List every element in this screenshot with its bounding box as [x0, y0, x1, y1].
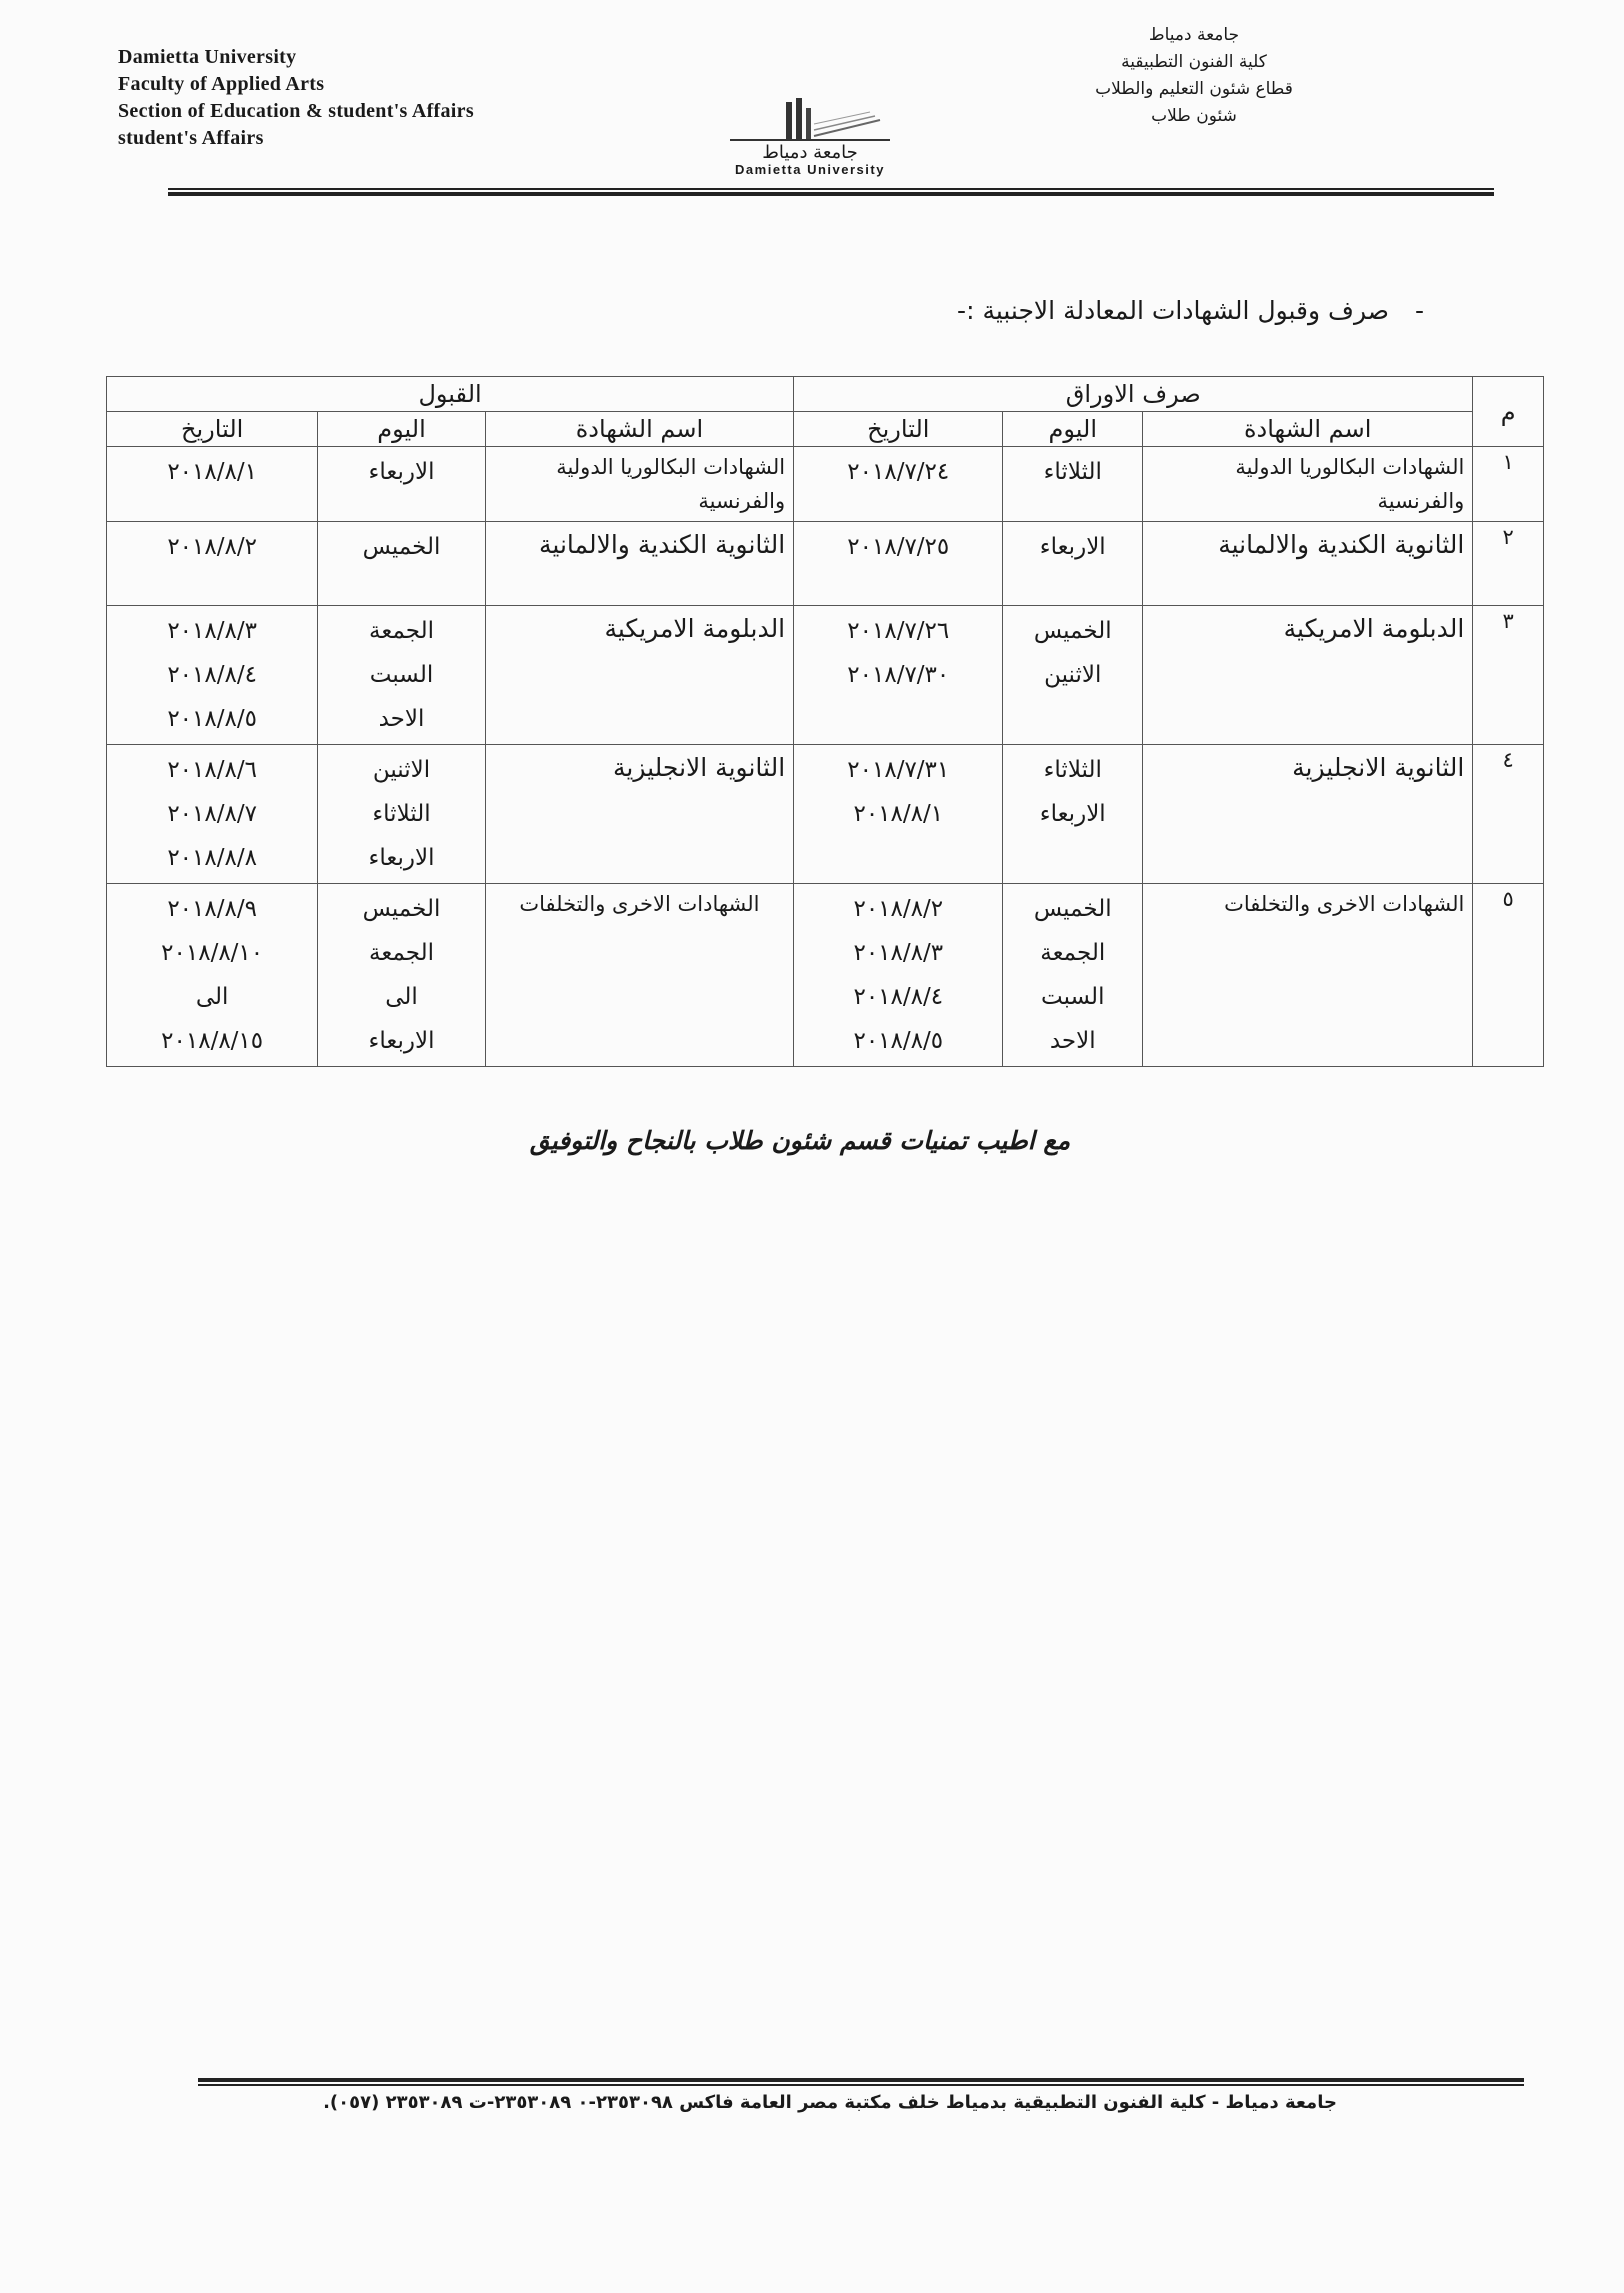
- row-num: ٣: [1473, 606, 1544, 745]
- dispense-date-cell: [794, 884, 1003, 1067]
- dispense-date: ٢٠١٨/٨/١: [853, 801, 944, 827]
- accept-day-header: اليوم: [318, 412, 485, 447]
- dispense-day-cell: [1003, 606, 1143, 745]
- accept-day-cell: [318, 447, 485, 522]
- dispense-date: ٢٠١٨/٨/٢: [853, 896, 944, 922]
- university-logo-icon: [690, 96, 930, 146]
- dispense-date-cell: [794, 447, 1003, 522]
- dispense-date: ٢٠١٨/٨/٥: [853, 1028, 944, 1054]
- accept-date-cell: [107, 606, 318, 745]
- accept-cert: الثانوية الكندية والالمانية: [485, 522, 793, 606]
- row-num: ٤: [1473, 745, 1544, 884]
- header-english: [118, 44, 638, 152]
- accept-date-cell: [107, 522, 318, 606]
- accept-day-cell: [318, 884, 485, 1067]
- dispense-day: الاثنين: [1044, 662, 1102, 688]
- accept-date: ٢٠١٨/٨/٣: [167, 618, 257, 644]
- header-ar-line: قطاع شئون التعليم والطلاب: [1095, 79, 1293, 99]
- accept-date: ٢٠١٨/٨/٨: [167, 845, 257, 871]
- dispense-cert: الدبلومة الامريكية: [1143, 606, 1473, 745]
- accept-day-cell: [318, 606, 485, 745]
- accept-date: ٢٠١٨/٨/٢: [167, 534, 257, 560]
- row-num: ٢: [1473, 522, 1544, 606]
- header-divider: [168, 188, 1494, 197]
- dispense-day-cell: [1003, 745, 1143, 884]
- dispense-date: ٢٠١٨/٧/٣١: [847, 757, 950, 783]
- accept-date: ٢٠١٨/٨/٧: [167, 801, 257, 827]
- section-title-text: صرف وقبول الشهادات المعادلة الاجنبية :-: [957, 296, 1389, 325]
- accept-date-header: التاريخ: [107, 412, 318, 447]
- accept-date: ٢٠١٨/٨/٤: [167, 662, 257, 688]
- header-en-line: Damietta University: [118, 46, 297, 68]
- dispense-day-header: اليوم: [1003, 412, 1143, 447]
- accept-day: السبت: [369, 662, 434, 688]
- header-en-line: Section of Education & student's Affairs: [118, 100, 474, 122]
- accept-date: الى: [195, 984, 229, 1010]
- dispense-day: الخميس: [1033, 618, 1112, 644]
- dispense-date-cell: [794, 522, 1003, 606]
- accept-day: الخميس: [362, 896, 441, 922]
- section-title: [624, 296, 1424, 325]
- university-logo: [690, 96, 930, 180]
- accept-day-cell: [318, 745, 485, 884]
- header-arabic: [1014, 22, 1374, 130]
- accept-date-cell: [107, 745, 318, 884]
- acceptance-group-header: القبول: [107, 377, 794, 412]
- dispense-day: الجمعة: [1040, 940, 1106, 966]
- table-column-header-row: [107, 412, 1544, 447]
- dispense-date-header: التاريخ: [794, 412, 1003, 447]
- logo-arabic-name: جامعة دمياط: [762, 142, 858, 163]
- accept-cert: الشهادات البكالوريا الدولية والفرنسية: [485, 447, 793, 522]
- table-row: [107, 522, 1544, 606]
- table-row: [107, 447, 1544, 522]
- accept-cert: الثانوية الانجليزية: [485, 745, 793, 884]
- dispense-date-cell: [794, 745, 1003, 884]
- dispense-date: ٢٠١٨/٧/٣٠: [847, 662, 950, 688]
- dispense-date-cell: [794, 606, 1003, 745]
- accept-date: ٢٠١٨/٨/٦: [167, 757, 257, 783]
- accept-date: ٢٠١٨/٨/٩: [167, 896, 257, 922]
- accept-date: ٢٠١٨/٨/١: [167, 459, 257, 485]
- num-header: م: [1473, 377, 1544, 447]
- dispense-date: ٢٠١٨/٨/٣: [853, 940, 944, 966]
- accept-date: ٢٠١٨/٨/١٥: [161, 1028, 264, 1054]
- dispense-day: الثلاثاء: [1043, 757, 1102, 783]
- dispense-cert: الثانوية الكندية والالمانية: [1143, 522, 1473, 606]
- section-title-dash: -: [1414, 296, 1424, 325]
- accept-day: الجمعة: [369, 940, 434, 966]
- accept-day: الخميس: [362, 534, 441, 560]
- dispense-day: الاحد: [1049, 1028, 1096, 1054]
- dispense-date: ٢٠١٨/٧/٢٥: [847, 534, 950, 560]
- dispense-date: ٢٠١٨/٧/٢٤: [847, 459, 950, 485]
- accept-day: الاربعاء: [368, 845, 435, 871]
- accept-day: الاثنين: [372, 757, 431, 783]
- accept-date: ٢٠١٨/٨/٥: [167, 706, 257, 732]
- accept-day: الثلاثاء: [372, 801, 431, 827]
- footer-divider: [198, 2078, 1524, 2087]
- dispense-cert: الشهادات البكالوريا الدولية والفرنسية: [1143, 447, 1473, 522]
- dispense-day: الاربعاء: [1039, 534, 1106, 560]
- row-num: ٥: [1473, 884, 1544, 1067]
- dispense-cert-header: اسم الشهادة: [1143, 412, 1473, 447]
- row-num: ١: [1473, 447, 1544, 522]
- dispense-group-header: صرف الاوراق: [794, 377, 1473, 412]
- dispense-day-cell: [1003, 884, 1143, 1067]
- dispense-day: الاربعاء: [1039, 801, 1106, 827]
- table-row: [107, 884, 1544, 1067]
- dispense-day: الثلاثاء: [1043, 459, 1102, 485]
- header-ar-line: كلية الفنون التطبيقية: [1121, 52, 1267, 72]
- header-en-line: Faculty of Applied Arts: [118, 73, 325, 95]
- accept-cert-header: اسم الشهادة: [485, 412, 793, 447]
- accept-day: الجمعة: [369, 618, 434, 644]
- dispense-cert: الثانوية الانجليزية: [1143, 745, 1473, 884]
- dispense-day-cell: [1003, 522, 1143, 606]
- dispense-day: الخميس: [1033, 896, 1112, 922]
- footer-address: جامعة دمياط - كلية الفنون التطبيقية بدمياط خلف مكتبة مصر العامة فاكس ٢٣٥٣٠٩٨-٠ ٢٣٥٣٠٨٩-ت ٢٣٥٣٠٨٩ (٠٥٧).: [323, 2092, 1337, 2113]
- dispense-day: السبت: [1041, 984, 1105, 1010]
- header-ar-line: جامعة دمياط: [1148, 25, 1240, 45]
- dispense-date: ٢٠١٨/٧/٢٦: [847, 618, 950, 644]
- accept-cert: الشهادات الاخرى والتخلفات: [485, 884, 793, 1067]
- header-en-line: student's Affairs: [118, 127, 264, 149]
- closing-wishes: مع اطيب تمنيات قسم شئون طلاب بالنجاح والتوفيق: [529, 1126, 1071, 1155]
- accept-day: الاربعاء: [368, 1028, 435, 1054]
- header-ar-line: شئون طلاب: [1151, 106, 1237, 126]
- accept-date: ٢٠١٨/٨/١٠: [161, 940, 264, 966]
- dispense-date: ٢٠١٨/٨/٤: [853, 984, 944, 1010]
- dispense-day-cell: [1003, 447, 1143, 522]
- accept-date-cell: [107, 447, 318, 522]
- table-row: [107, 745, 1544, 884]
- accept-day-cell: [318, 522, 485, 606]
- accept-day: الاربعاء: [368, 459, 435, 485]
- table-group-header-row: [107, 377, 1544, 412]
- accept-day: الاحد: [378, 706, 425, 732]
- accept-date-cell: [107, 884, 318, 1067]
- accept-day: الى: [385, 984, 418, 1010]
- accept-cert: الدبلومة الامريكية: [485, 606, 793, 745]
- dispense-cert: الشهادات الاخرى والتخلفات: [1143, 884, 1473, 1067]
- table-row: [107, 606, 1544, 745]
- logo-english-name: Damietta University: [735, 162, 885, 177]
- schedule-table: [106, 376, 1544, 1067]
